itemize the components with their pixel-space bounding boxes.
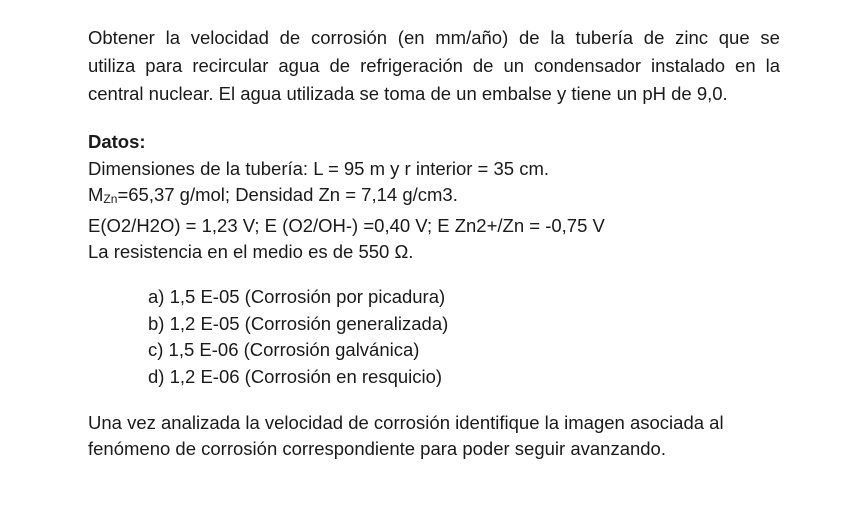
word: un (503, 55, 525, 76)
closing-line-2: fenómeno de corrosión correspondiente para poder seguir avanzando. (88, 438, 666, 459)
word: de (329, 55, 351, 76)
word: refrigeración (360, 55, 463, 76)
option-d: d) 1,2 E-06 (Corrosión en resquicio) (148, 365, 443, 387)
word: corrosión (310, 27, 388, 48)
option-b: b) 1,2 E-05 (Corrosión generalizada) (148, 312, 449, 334)
word: la (165, 27, 180, 48)
molar-mass-density (88, 182, 605, 213)
problem-statement (88, 24, 780, 108)
molar-mass-symbol: M (88, 184, 104, 205)
word: instalado (650, 55, 726, 76)
closing-instruction (88, 410, 788, 462)
word: mm/año) (435, 27, 509, 48)
word: utiliza (88, 55, 136, 76)
word: la (550, 27, 565, 48)
word: tubería (575, 27, 634, 48)
statement-line-2 (88, 52, 780, 80)
word: la (765, 55, 780, 76)
word: agua (278, 55, 320, 76)
word: de (643, 27, 665, 48)
word: condensador (534, 55, 641, 76)
word: en (735, 55, 756, 76)
word: de (519, 27, 540, 48)
word: se (760, 27, 780, 48)
word: zinc (675, 27, 709, 48)
word: que (718, 27, 750, 48)
medium-resistance: La resistencia en el medio es de 550 Ω. (88, 241, 414, 262)
word: Obtener (88, 27, 155, 48)
answer-options (148, 284, 448, 390)
word: (en (397, 27, 425, 48)
word: recircular (192, 55, 269, 76)
statement-line-1 (88, 24, 780, 52)
option-c: c) 1,5 E-06 (Corrosión galvánica) (148, 339, 420, 360)
statement-line-3: central nuclear. El agua utilizada se toma de un embalse y tiene un pH de 9,0. (88, 83, 728, 104)
word: de (472, 55, 494, 76)
electrode-potentials: E(O2/H2O) = 1,23 V; E (O2/OH-) =0,40 V; E Zn2+/Zn = -0,75 V (88, 214, 605, 236)
pipe-dimensions: Dimensiones de la tubería: L = 95 m y r interior = 35 cm. (88, 157, 550, 179)
data-section (88, 129, 605, 266)
molar-mass-values: =65,37 g/mol; Densidad Zn = 7,14 g/cm3. (117, 184, 458, 205)
closing-line-1: Una vez analizada la velocidad de corrosión identifique la imagen asociada al (88, 412, 724, 433)
word: de (279, 27, 301, 48)
molar-mass-subscript: Zn (103, 192, 118, 206)
word: para (145, 55, 183, 76)
data-title: Datos: (88, 131, 146, 152)
word: velocidad (190, 27, 269, 48)
option-a: a) 1,5 E-05 (Corrosión por picadura) (148, 286, 446, 307)
